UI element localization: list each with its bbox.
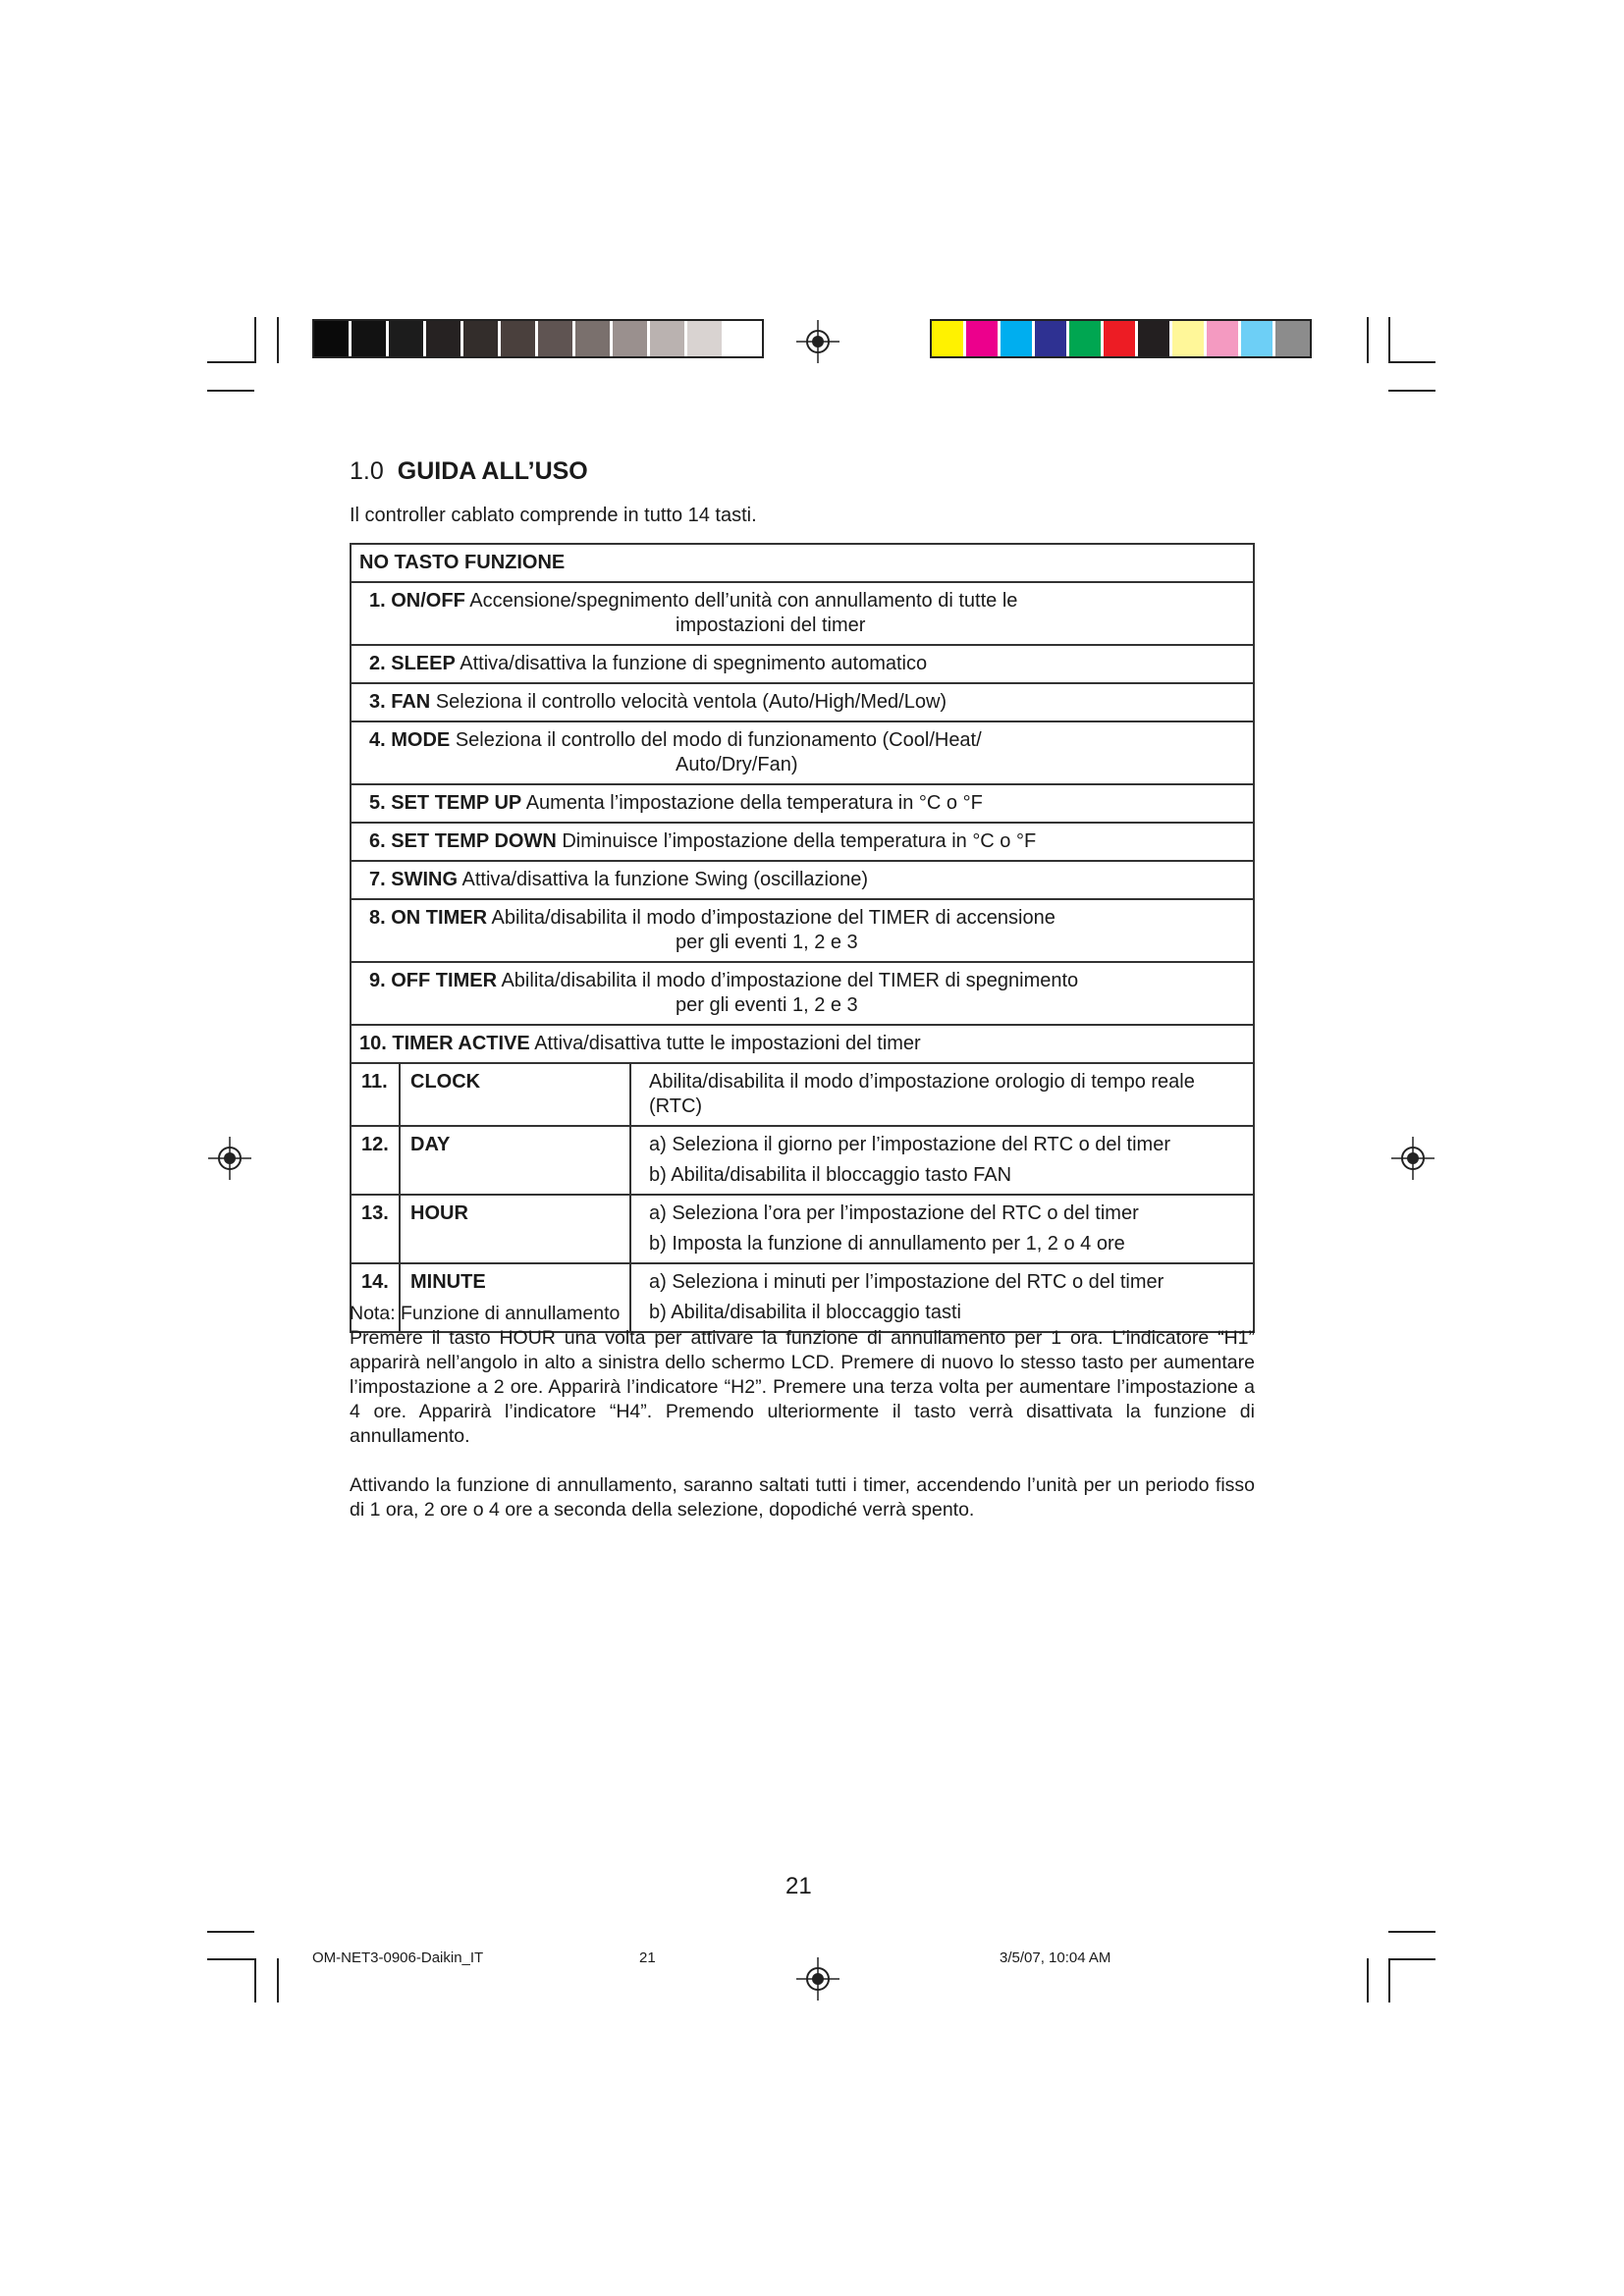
gray-color-bar (312, 319, 764, 358)
section-heading (350, 457, 588, 486)
note-paragraph-1: Premere il tasto HOUR una volta per attivare la funzione di annullamento per 1 ora. L’indicatore “H1” apparirà nell’angolo in alto a sinistra dello schermo LCD. Premere di nuovo lo stesso tasto per aumentare l’impostazione a 2 ore. Apparirà l’indicatore “H2”. Premere una terza volta per aumentare l’impostazione a 4 ore. Apparirà l’indicatore “H4”. Premendo ulteriormente il tasto verrà disattivata la funzione di annullamento. (350, 1327, 1255, 1447)
table-row (351, 582, 1254, 645)
key-number: 5. (369, 792, 386, 814)
table-row (351, 899, 1254, 962)
table-row (351, 1126, 1254, 1195)
key-cell (351, 721, 1254, 784)
color-swatch (352, 321, 389, 356)
key-name: ON TIMER (391, 907, 488, 929)
color-swatch (463, 321, 501, 356)
key-name: SWING (391, 869, 459, 890)
table-row (351, 1195, 1254, 1263)
key-description: Aumenta l’impostazione della temperatura in °C o °F (525, 792, 983, 814)
key-cell (351, 962, 1254, 1025)
process-color-bar (930, 319, 1312, 358)
key-number: 4. (369, 729, 386, 751)
table-row (351, 1063, 1254, 1126)
key-description: Attiva/disattiva la funzione di spegnimento automatico (460, 653, 928, 674)
keys-table (350, 543, 1255, 1333)
key-number: 6. (369, 830, 386, 852)
key-description: Abilita/disabilita il modo d’impostazione del TIMER di spegnimento (501, 970, 1079, 991)
page-number: 21 (785, 1873, 812, 1899)
crop-mark (207, 361, 254, 363)
key-name: CLOCK (400, 1063, 630, 1126)
color-swatch (426, 321, 463, 356)
key-cell (351, 899, 1254, 962)
crop-mark (1367, 1958, 1369, 2002)
crop-mark (207, 390, 254, 392)
key-description (630, 1126, 1254, 1195)
table-row (351, 823, 1254, 861)
key-number: 2. (369, 653, 386, 674)
key-description (630, 1063, 1254, 1126)
description-line: b) Imposta la funzione di annullamento per 1, 2 o 4 ore (649, 1233, 1125, 1255)
footer-date: 3/5/07, 10:04 AM (1000, 1949, 1111, 1966)
color-swatch (966, 321, 1001, 356)
note-section (350, 1302, 1255, 1547)
key-description: Accensione/spegnimento dell’unità con annullamento di tutte le (469, 590, 1018, 612)
key-description-continued: impostazioni del timer (676, 614, 866, 636)
crop-mark (1388, 1931, 1435, 1933)
section-number: 1.0 (350, 457, 384, 485)
table-row (351, 1025, 1254, 1063)
key-name: ON/OFF (391, 590, 465, 612)
key-name: MINUTE (400, 1263, 630, 1332)
color-swatch (1069, 321, 1104, 356)
color-swatch (575, 321, 613, 356)
table-row (351, 861, 1254, 899)
key-name: OFF TIMER (391, 970, 498, 991)
key-number: 13. (351, 1195, 400, 1263)
key-number: 3. (369, 691, 386, 713)
key-cell (351, 1025, 1254, 1063)
description-line: b) Abilita/disabilita il bloccaggio tasti (649, 1302, 961, 1323)
registration-mark-icon (796, 1957, 839, 2001)
key-cell (351, 582, 1254, 645)
key-description: Diminuisce l’impostazione della temperatura in °C o °F (562, 830, 1037, 852)
crop-mark (207, 1931, 254, 1933)
color-swatch (650, 321, 687, 356)
description-line: a) Seleziona i minuti per l’impostazione del RTC o del timer (649, 1271, 1164, 1293)
color-swatch (1241, 321, 1275, 356)
key-number: 14. (351, 1263, 400, 1332)
key-description: Attiva/disattiva la funzione Swing (oscillazione) (461, 869, 869, 890)
description-line: Abilita/disabilita il modo d’impostazione orologio di tempo reale (RTC) (649, 1071, 1195, 1117)
footer-filename: OM-NET3-0906-Daikin_IT (312, 1949, 484, 1966)
table-header: NO TASTO FUNZIONE (351, 544, 1254, 582)
crop-mark (1388, 317, 1390, 363)
key-name: SET TEMP DOWN (391, 830, 557, 852)
color-swatch (1275, 321, 1310, 356)
key-name: SET TEMP UP (391, 792, 522, 814)
key-cell (351, 823, 1254, 861)
key-number: 8. (369, 907, 386, 929)
key-cell (351, 645, 1254, 683)
key-description: Abilita/disabilita il modo d’impostazione del TIMER di accensione (491, 907, 1056, 929)
table-row (351, 784, 1254, 823)
section-title: GUIDA ALL’USO (397, 457, 588, 485)
key-number: 9. (369, 970, 386, 991)
color-swatch (1001, 321, 1035, 356)
key-name: DAY (400, 1126, 630, 1195)
key-number: 12. (351, 1126, 400, 1195)
crop-mark (254, 1958, 256, 2002)
description-line: b) Abilita/disabilita il bloccaggio tasto FAN (649, 1164, 1012, 1186)
table-row (351, 721, 1254, 784)
key-number: 1. (369, 590, 386, 612)
crop-mark (277, 317, 279, 363)
color-swatch (1172, 321, 1207, 356)
key-description-continued: per gli eventi 1, 2 e 3 (676, 994, 858, 1016)
key-name: SLEEP (391, 653, 456, 674)
color-swatch (501, 321, 538, 356)
key-cell (351, 683, 1254, 721)
crop-mark (254, 317, 256, 363)
key-description-continued: Auto/Dry/Fan) (676, 754, 798, 775)
crop-mark (1367, 317, 1369, 363)
key-number: 10. (359, 1033, 387, 1054)
key-description: Attiva/disattiva tutte le impostazioni del timer (534, 1033, 921, 1054)
crop-mark (1388, 1958, 1435, 1960)
key-number: 7. (369, 869, 386, 890)
color-swatch (1104, 321, 1138, 356)
color-swatch (538, 321, 575, 356)
footer-page: 21 (639, 1949, 656, 1966)
note-title: Nota: Funzione di annullamento (350, 1303, 621, 1324)
key-name: MODE (391, 729, 451, 751)
color-swatch (1035, 321, 1069, 356)
color-swatch (687, 321, 725, 356)
color-swatch (1138, 321, 1172, 356)
table-row (351, 962, 1254, 1025)
key-cell (351, 861, 1254, 899)
note-paragraph-2: Attivando la funzione di annullamento, saranno saltati tutti i timer, accendendo l’unità per un periodo fisso di 1 ora, 2 ore o 4 ore a seconda della selezione, dopodiché verrà spento. (350, 1474, 1255, 1521)
description-line: a) Seleziona l’ora per l’impostazione del RTC o del timer (649, 1202, 1139, 1224)
crop-mark (1388, 390, 1435, 392)
key-name: TIMER ACTIVE (392, 1033, 530, 1054)
registration-mark-icon (208, 1137, 251, 1180)
crop-mark (277, 1958, 279, 2002)
color-swatch (932, 321, 966, 356)
color-swatch (725, 321, 762, 356)
color-swatch (613, 321, 650, 356)
crop-mark (1388, 361, 1435, 363)
table-row (351, 683, 1254, 721)
key-cell (351, 784, 1254, 823)
key-description-continued: per gli eventi 1, 2 e 3 (676, 932, 858, 953)
intro-text: Il controller cablato comprende in tutto 14 tasti. (350, 505, 757, 526)
crop-mark (207, 1958, 254, 1960)
registration-mark-icon (1391, 1137, 1435, 1180)
color-swatch (1207, 321, 1241, 356)
key-description: Seleziona il controllo velocità ventola (Auto/High/Med/Low) (435, 691, 947, 713)
description-line: a) Seleziona il giorno per l’impostazione del RTC o del timer (649, 1134, 1170, 1155)
table-header-row (351, 544, 1254, 582)
table-row (351, 645, 1254, 683)
key-description: Seleziona il controllo del modo di funzionamento (Cool/Heat/ (455, 729, 982, 751)
color-swatch (314, 321, 352, 356)
crop-mark (1388, 1958, 1390, 2002)
key-number: 11. (351, 1063, 400, 1126)
key-name: FAN (391, 691, 431, 713)
key-description (630, 1195, 1254, 1263)
registration-mark-icon (796, 320, 839, 363)
key-name: HOUR (400, 1195, 630, 1263)
color-swatch (389, 321, 426, 356)
